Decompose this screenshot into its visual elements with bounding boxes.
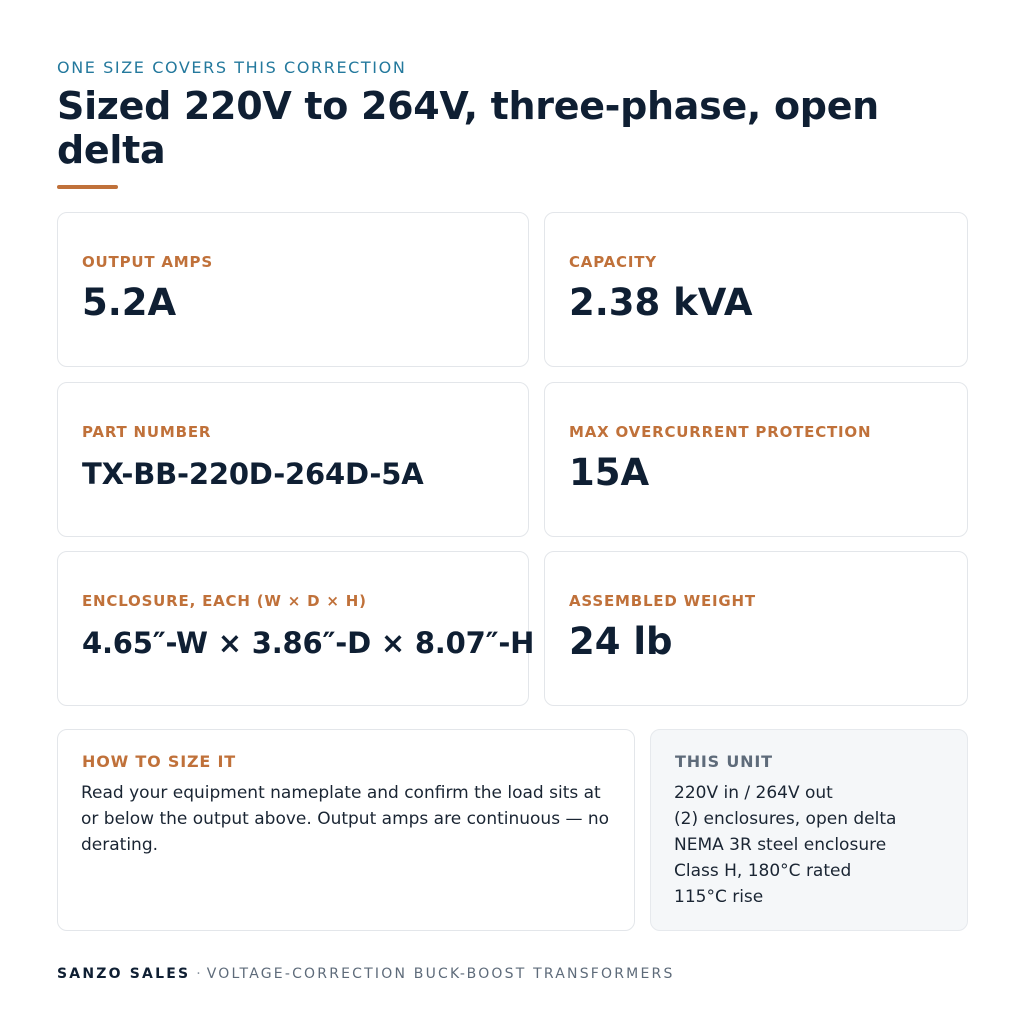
this-unit-label: THIS UNIT — [675, 752, 773, 771]
how-to-label: HOW TO SIZE IT — [82, 752, 236, 771]
spec-card-output-amps — [57, 212, 529, 367]
spec-value: 24 lb — [569, 620, 673, 663]
spec-label: MAX OVERCURRENT PROTECTION — [569, 423, 872, 441]
title-underline — [57, 185, 118, 189]
list-item: NEMA 3R steel enclosure — [674, 835, 887, 855]
spec-value: 4.65″-W × 3.86″-D × 8.07″-H — [82, 626, 535, 660]
spec-card-part-number — [57, 382, 529, 537]
spec-value: 15A — [569, 451, 650, 494]
footer — [57, 966, 675, 982]
page-title: Sized 220V to 264V, three-phase, open delta — [57, 84, 879, 172]
spec-value: 2.38 kVA — [569, 281, 753, 324]
spec-value: TX-BB-220D-264D-5A — [82, 457, 424, 491]
list-item: (2) enclosures, open delta — [674, 809, 897, 829]
this-unit-list — [674, 780, 896, 910]
list-item: 115°C rise — [674, 887, 764, 907]
spec-card-capacity — [544, 212, 968, 367]
spec-label: PART NUMBER — [82, 423, 212, 441]
spec-value: 5.2A — [82, 281, 177, 324]
how-to-body: Read your equipment nameplate and confirm the load sits at or below the output above. Output amps are continuous — no derating. — [81, 783, 610, 855]
list-item: 220V in / 264V out — [674, 783, 833, 803]
spec-card-max-overcurrent — [544, 382, 968, 537]
spec-label: OUTPUT AMPS — [82, 253, 213, 271]
this-unit-card — [650, 729, 968, 931]
spec-label: CAPACITY — [569, 253, 657, 271]
spec-label: ENCLOSURE, EACH (W × D × H) — [82, 592, 367, 610]
spec-card-enclosure — [57, 551, 535, 706]
spec-card-weight — [544, 551, 968, 706]
spec-label: ASSEMBLED WEIGHT — [569, 592, 756, 610]
eyebrow-text: ONE SIZE COVERS THIS CORRECTION — [57, 58, 407, 77]
footer-tagline: VOLTAGE-CORRECTION BUCK-BOOST TRANSFORMERS — [206, 966, 675, 982]
how-to-size-card — [57, 729, 635, 931]
footer-brand: SANZO SALES — [57, 966, 191, 982]
list-item: Class H, 180°C rated — [674, 861, 852, 881]
footer-separator: · — [196, 966, 201, 982]
